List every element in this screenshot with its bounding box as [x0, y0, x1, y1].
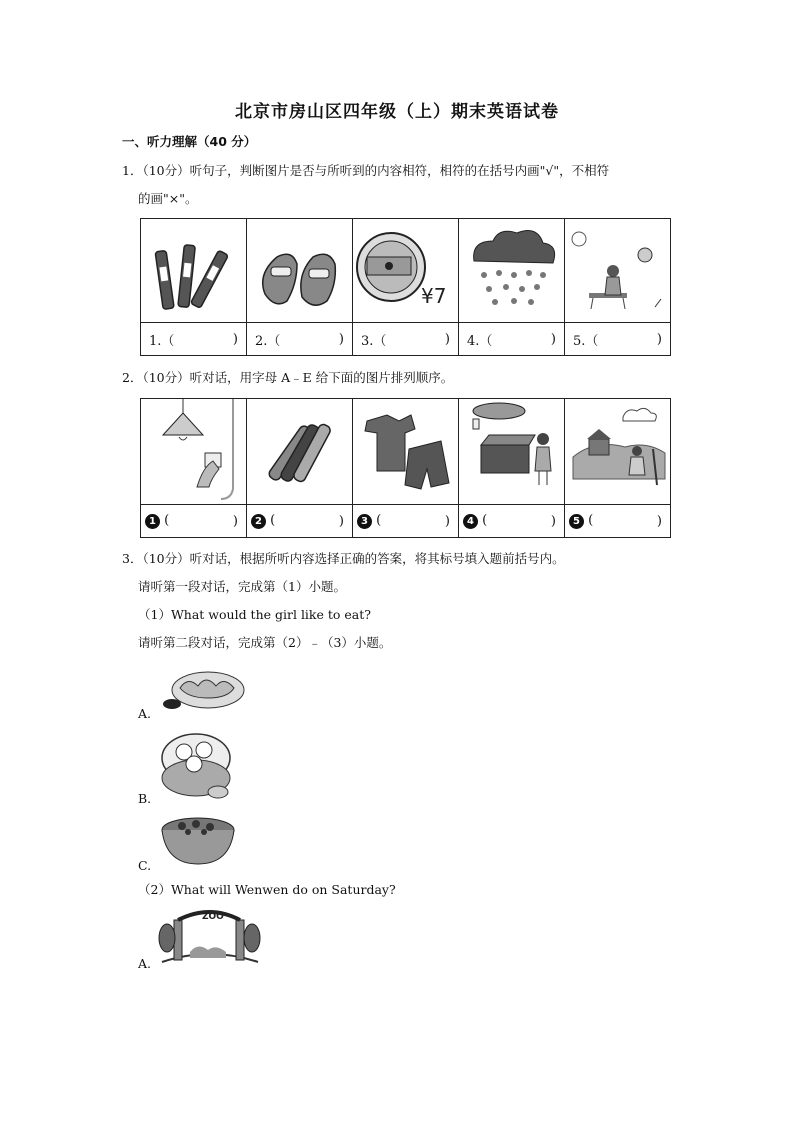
q2-answer-2[interactable] — [247, 505, 353, 538]
close-paren: ) — [232, 331, 238, 347]
q1-picture-table — [140, 218, 671, 356]
open-paren: ( — [482, 513, 488, 528]
answer-label: 5.（ — [573, 333, 599, 349]
number-badge: 2 — [251, 514, 266, 529]
q2-answer-5[interactable] — [565, 505, 671, 538]
zoo-gate-icon — [158, 906, 262, 964]
q2-answer-4[interactable] — [459, 505, 565, 538]
q2-answer-1[interactable] — [141, 505, 247, 538]
q2-picture-1 — [141, 399, 247, 505]
close-paren: ) — [338, 513, 344, 529]
girl-box-icon — [459, 399, 564, 504]
q1-instruction-cont: 的画"×"。 — [138, 191, 198, 206]
crayons-lying-icon — [247, 399, 352, 504]
q1-picture-2 — [247, 219, 353, 323]
sandals-icon — [247, 219, 352, 322]
page-title: 北京市房山区四年级（上）期末英语试卷 — [235, 102, 559, 122]
crayons-icon — [141, 219, 246, 322]
open-paren: ( — [588, 513, 594, 528]
answer-label: 1.（ — [149, 333, 175, 349]
number-badge: 5 — [569, 514, 584, 529]
answer-label: 4.（ — [467, 333, 493, 349]
q2-picture-5 — [565, 399, 671, 505]
q3-option-b: B. — [138, 791, 152, 806]
q3-option-c: C. — [138, 858, 152, 873]
number-badge: 1 — [145, 514, 160, 529]
number-badge: 4 — [463, 514, 478, 529]
q3-instruction: 3．（10分）听对话，根据所听内容选择正确的答案，将其标号填入题前括号内。 — [122, 551, 565, 566]
number-badge: 3 — [357, 514, 372, 529]
steamed-buns-icon — [158, 730, 242, 802]
q1-answer-2[interactable] — [247, 323, 353, 356]
girl-park-icon — [565, 219, 670, 322]
sharpener-icon — [353, 219, 458, 322]
answer-label: 2.（ — [255, 333, 281, 349]
q3-part2-intro: 请听第二段对话，完成第（2）﹣（3）小题。 — [138, 635, 392, 650]
clothes-icon — [353, 399, 458, 504]
open-paren: ( — [270, 513, 276, 528]
q1-picture-4 — [459, 219, 565, 323]
q1-picture-5 — [565, 219, 671, 323]
q3-part1-intro: 请听第一段对话，完成第（1）小题。 — [138, 579, 346, 594]
food-bowl-icon — [158, 812, 238, 868]
zoo-sign: ZOO — [202, 912, 224, 922]
q1-picture-3 — [353, 219, 459, 323]
q3-option-a2: A. — [138, 956, 152, 971]
close-paren: ) — [550, 513, 556, 529]
close-paren: ) — [550, 331, 556, 347]
rain-cloud-icon — [459, 219, 564, 322]
price-label: ¥7 — [421, 284, 447, 308]
q3-sub1-question: （1）What would the girl like to eat? — [138, 607, 371, 622]
q2-picture-2 — [247, 399, 353, 505]
q2-answer-3[interactable] — [353, 505, 459, 538]
close-paren: ) — [232, 513, 238, 529]
q1-picture-1 — [141, 219, 247, 323]
dumplings-plate-icon — [158, 662, 248, 714]
q1-answer-4[interactable] — [459, 323, 565, 356]
q1-instruction: 1．（10分）听句子，判断图片是否与所听到的内容相符，相符的在括号内画"√"，不相符 — [122, 163, 610, 178]
open-paren: ( — [164, 513, 170, 528]
q3-option-a: A. — [138, 706, 152, 721]
close-paren: ) — [444, 331, 450, 347]
farm-scene-icon — [565, 399, 670, 504]
close-paren: ) — [656, 331, 662, 347]
q2-instruction: 2．（10分）听对话，用字母 A﹣E 给下面的图片排列顺序。 — [122, 370, 454, 385]
q3-sub2-question: （2）What will Wenwen do on Saturday? — [138, 882, 396, 897]
section-heading: 一、听力理解（40 分） — [122, 134, 257, 149]
q1-answer-5[interactable] — [565, 323, 671, 356]
answer-label: 3.（ — [361, 333, 387, 349]
q1-answer-1[interactable] — [141, 323, 247, 356]
q2-picture-4 — [459, 399, 565, 505]
q2-picture-table — [140, 398, 671, 538]
lamp-switch-icon — [141, 399, 246, 504]
close-paren: ) — [444, 513, 450, 529]
open-paren: ( — [376, 513, 382, 528]
close-paren: ) — [656, 513, 662, 529]
close-paren: ) — [338, 331, 344, 347]
q2-picture-3 — [353, 399, 459, 505]
q1-answer-3[interactable] — [353, 323, 459, 356]
